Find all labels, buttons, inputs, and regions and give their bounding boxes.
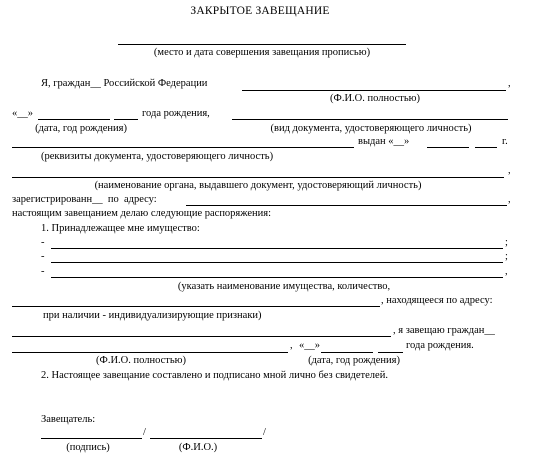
comma-mark: ,	[290, 340, 293, 351]
property-line	[51, 262, 503, 263]
issuer-line	[12, 177, 504, 178]
property-address-line	[12, 306, 380, 307]
id-details-caption: (реквизиты документа, удостоверяющего личность)	[41, 151, 274, 162]
bequeath-label: , я завещаю граждан__	[393, 325, 495, 336]
heir-birth-caption: (дата, год рождения)	[308, 355, 400, 366]
comma-mark: ,	[508, 78, 511, 89]
property-line	[51, 277, 503, 278]
slash-mark: /	[143, 427, 146, 438]
testator-intro: Я, граждан__ Российской Федерации	[41, 78, 208, 89]
signature-fio-line	[150, 438, 262, 439]
issued-year-line	[475, 147, 497, 148]
birth-quote: «__»	[12, 108, 33, 119]
birth-year-line	[114, 119, 138, 120]
features-caption: при наличии - индивидуализирующие признаки)	[43, 310, 262, 321]
birth-suffix: года рождения,	[142, 108, 210, 119]
property-line	[51, 248, 503, 249]
signature-label: Завещатель:	[41, 414, 96, 425]
heir-birth-quote: «__»	[299, 340, 320, 351]
comma-mark: ,	[508, 165, 511, 176]
bullet-dash: -	[41, 237, 45, 248]
document-title: ЗАКРЫТОЕ ЗАВЕЩАНИЕ	[190, 5, 330, 17]
birth-caption: (дата, год рождения)	[35, 123, 127, 134]
id-doc-caption: (вид документа, удостоверяющего личность)	[270, 123, 472, 134]
heir-birth-year-line	[378, 352, 403, 353]
heir-fio-line	[12, 352, 288, 353]
place-date-line	[118, 44, 406, 45]
year-suffix: г.	[502, 136, 508, 147]
issuer-caption: (наименование органа, выдавшего документ, удостоверяющий личность)	[94, 180, 422, 191]
signature-line	[41, 438, 142, 439]
item2-text: 2. Настоящее завещание составлено и подписано мной лично без свидетелей.	[41, 370, 388, 381]
bullet-dash: -	[41, 266, 45, 277]
heir-fio-caption: (Ф.И.О. полностью)	[96, 355, 186, 366]
comma-mark: ,	[508, 194, 511, 205]
testator-fio-line	[242, 90, 506, 91]
birth-date-line	[38, 119, 110, 120]
heir-birth-suffix: года рождения.	[406, 340, 474, 351]
bullet-dash: -	[41, 251, 45, 262]
features-line	[12, 336, 391, 337]
issued-date-line	[427, 147, 469, 148]
testator-fio-caption: (Ф.И.О. полностью)	[330, 93, 420, 104]
end-mark: ;	[505, 251, 508, 262]
item1-heading: 1. Принадлежащее мне имущество:	[41, 223, 200, 234]
issued-label: выдан «__»	[358, 136, 410, 147]
located-at-label: , находящееся по адресу:	[381, 295, 493, 306]
end-mark: ;	[505, 237, 508, 248]
sign-caption: (подпись)	[66, 442, 110, 453]
instruction-text: настоящим завещанием делаю следующие распоряжения:	[12, 208, 272, 219]
id-doc-line	[232, 119, 508, 120]
address-line	[186, 205, 507, 206]
registered-label: зарегистрированн__ по адресу:	[12, 194, 157, 205]
slash-mark: /	[263, 427, 266, 438]
end-mark: ,	[505, 266, 508, 277]
signature-fio-caption: (Ф.И.О.)	[178, 442, 218, 453]
heir-birth-date-line	[321, 352, 373, 353]
place-date-caption: (место и дата совершения завещания прописью)	[153, 47, 371, 58]
id-details-line	[12, 147, 354, 148]
property-caption: (указать наименование имущества, количество,	[177, 281, 391, 292]
